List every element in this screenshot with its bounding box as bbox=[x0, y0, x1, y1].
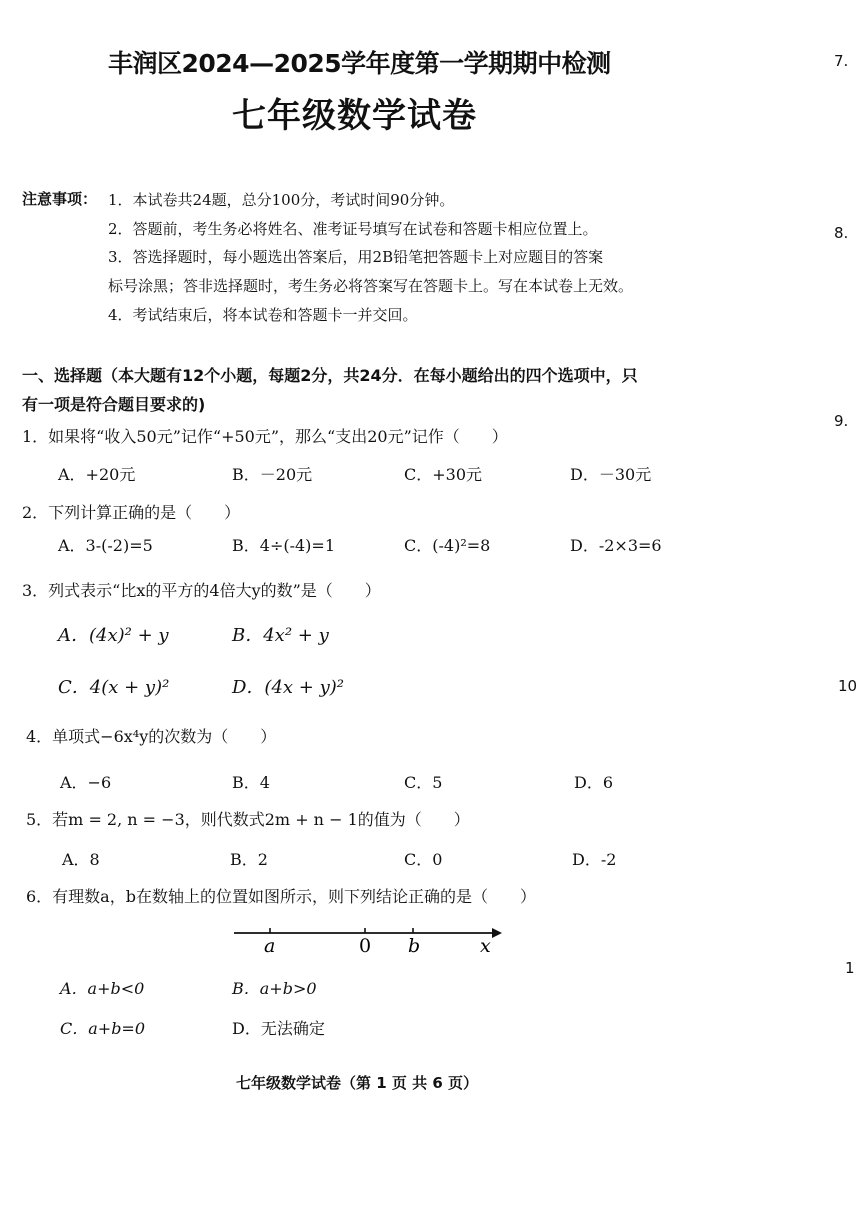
label-a: a bbox=[264, 935, 276, 957]
question-5-stem: 5．若m = 2, n = −3，则代数式2m + n − 1的值为（ ） bbox=[26, 810, 470, 829]
question-1-option-a: A．+20元 bbox=[58, 465, 136, 484]
question-3-option-a: A．(4x)² + y bbox=[58, 625, 169, 646]
question-4-stem: 4．单项式−6x⁴y的次数为（ ） bbox=[26, 727, 277, 746]
question-4-option-a: A．−6 bbox=[60, 773, 112, 792]
question-2-option-c: C．(-4)²=8 bbox=[404, 536, 491, 555]
question-5-option-b: B．2 bbox=[230, 850, 268, 869]
label-zero: 0 bbox=[359, 935, 372, 957]
note-item-2: 2．答题前，考生务必将姓名、准考证号填写在试卷和答题卡相应位置上。 bbox=[108, 220, 598, 238]
question-6-stem: 6．有理数a，b在数轴上的位置如图所示，则下列结论正确的是（ ） bbox=[26, 887, 536, 906]
question-1-option-d: D．－30元 bbox=[570, 465, 652, 484]
question-6-option-a: A．a+b<0 bbox=[60, 979, 145, 998]
side-number-7: 7. bbox=[834, 52, 849, 70]
exam-title-line2: 七年级数学试卷 bbox=[232, 96, 477, 136]
notes-label: 注意事项： bbox=[22, 190, 98, 208]
question-6-option-c: C．a+b=0 bbox=[60, 1019, 146, 1038]
page-footer: 七年级数学试卷（第 1 页 共 6 页） bbox=[236, 1074, 478, 1092]
question-6-option-b: B．a+b>0 bbox=[232, 979, 317, 998]
label-x: x bbox=[480, 935, 491, 957]
question-1-stem: 1．如果将“收入50元”记作“+50元”，那么“支出20元”记作（ ） bbox=[22, 427, 508, 446]
side-number-8: 8. bbox=[834, 224, 849, 242]
side-number-1: 1 bbox=[845, 959, 855, 977]
side-number-9: 9. bbox=[834, 412, 849, 430]
question-3-stem: 3．列式表示“比x的平方的4倍大y的数”是（ ） bbox=[22, 581, 381, 600]
question-3-option-c: C．4(x + y)² bbox=[58, 677, 170, 698]
question-5-option-d: D．-2 bbox=[572, 850, 617, 869]
question-5-option-c: C．0 bbox=[404, 850, 443, 869]
note-item-4: 4．考试结束后，将本试卷和答题卡一并交回。 bbox=[108, 306, 418, 324]
question-2-option-a: A．3-(-2)=5 bbox=[58, 536, 153, 555]
question-2-option-b: B．4÷(-4)=1 bbox=[232, 536, 336, 555]
question-2-option-d: D．-2×3=6 bbox=[570, 536, 662, 555]
side-number-10: 10 bbox=[838, 677, 858, 695]
question-6-option-d: D．无法确定 bbox=[232, 1019, 325, 1038]
number-line-figure bbox=[230, 922, 510, 962]
note-item-3: 3．答选择题时，每小题选出答案后，用2B铅笔把答题卡上对应题目的答案 bbox=[108, 248, 604, 266]
question-1-option-c: C．+30元 bbox=[404, 465, 483, 484]
question-3-option-b: B．4x² + y bbox=[232, 625, 329, 646]
question-3-option-d: D．(4x + y)² bbox=[232, 677, 344, 698]
exam-title-line1: 丰润区2024—2025学年度第一学期期中检测 bbox=[108, 49, 611, 78]
question-1-option-b: B．－20元 bbox=[232, 465, 313, 484]
number-line-arrow bbox=[492, 928, 502, 938]
section-heading-line1: 一、选择题（本大题有12个小题，每题2分，共24分．在每小题给出的四个选项中，只 bbox=[22, 366, 638, 385]
note-item-3-cont: 标号涂黑；答非选择题时，考生务必将答案写在答题卡上。写在本试卷上无效。 bbox=[108, 277, 634, 295]
note-item-1: 1．本试卷共24题，总分100分，考试时间90分钟。 bbox=[108, 191, 455, 209]
question-4-option-c: C．5 bbox=[404, 773, 443, 792]
question-5-option-a: A．8 bbox=[62, 850, 100, 869]
question-4-option-d: D．6 bbox=[574, 773, 614, 792]
question-2-stem: 2．下列计算正确的是（ ） bbox=[22, 503, 241, 522]
label-b: b bbox=[408, 935, 421, 957]
number-line-svg bbox=[230, 922, 510, 962]
section-heading-line2: 有一项是符合题目要求的) bbox=[22, 395, 206, 414]
question-4-option-b: B．4 bbox=[232, 773, 270, 792]
